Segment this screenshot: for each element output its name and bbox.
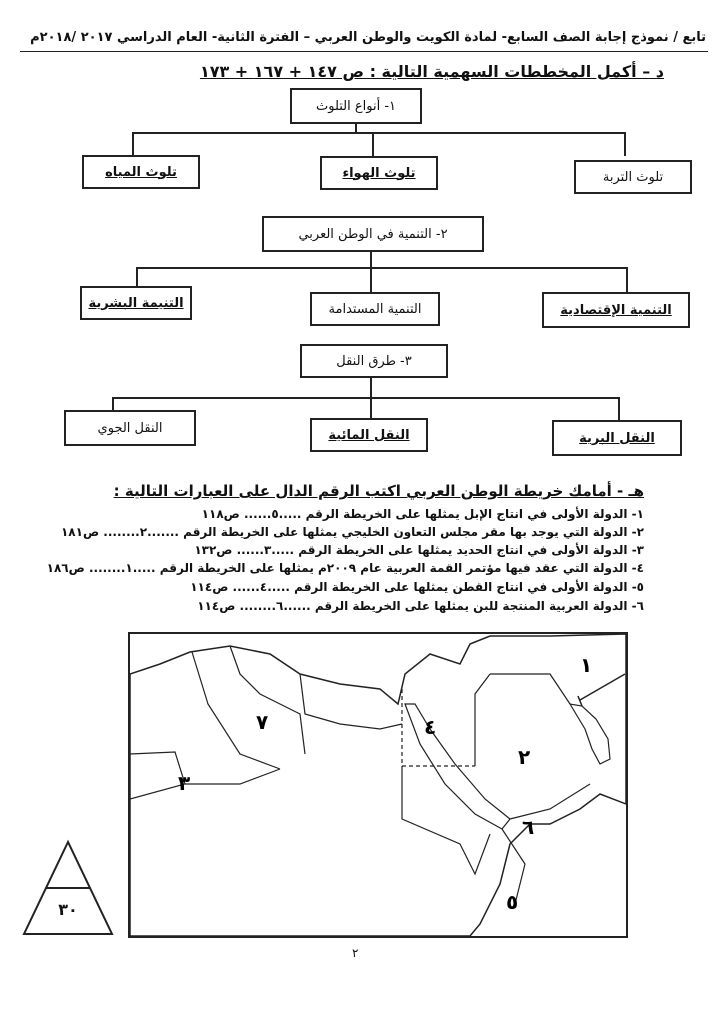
header-rule bbox=[20, 51, 708, 52]
map-statement: ٥- الدولة الأولى في انتاج القطن يمثلها على الخريطة الرقم .....٤...... ص١١٤ bbox=[190, 580, 644, 594]
diagram2-child-label: التنمية الإقتصادية bbox=[560, 302, 672, 318]
diagram1-child bbox=[320, 156, 438, 190]
diagram2-child bbox=[542, 292, 690, 328]
diagram2-child bbox=[310, 292, 440, 326]
diagram3-child bbox=[64, 410, 196, 446]
diagram2-child bbox=[80, 286, 192, 320]
diagram3-child-label: النقل الجوي bbox=[97, 420, 163, 436]
diagram3-stem bbox=[370, 378, 372, 398]
diagram3-drop bbox=[112, 397, 114, 411]
map-number-label: ٦ bbox=[522, 815, 535, 839]
diagram1-drop bbox=[624, 132, 626, 156]
diagram2-drop bbox=[136, 267, 138, 287]
diagram3-root-label: ٣- طرق النقل bbox=[336, 353, 412, 369]
diagram2-child-label: التنمية المستدامة bbox=[328, 301, 422, 317]
diagram2-drop bbox=[626, 267, 628, 293]
diagram3-drop bbox=[618, 397, 620, 421]
diagram3-child-label: النقل المائية bbox=[328, 427, 410, 443]
diagram1-child-label: تلوث المياه bbox=[105, 164, 177, 180]
diagram2-stem bbox=[370, 252, 372, 268]
diagram2-root-label: ٢- التنمية في الوطن العربي bbox=[298, 226, 448, 242]
diagram2-root bbox=[262, 216, 484, 252]
section-d-title: د – أكمل المخططات السهمية التالية : ص ١٤٧ + ١٦٧ + ١٧٣ bbox=[199, 62, 664, 81]
diagram1-root bbox=[290, 88, 422, 124]
diagram3-drop bbox=[370, 397, 372, 419]
score-triangle bbox=[20, 838, 116, 938]
map-number-label: ١ bbox=[580, 653, 593, 677]
diagram3-child bbox=[310, 418, 428, 452]
diagram1-drop bbox=[132, 132, 134, 156]
diagram1-root-label: ١- أنواع التلوث bbox=[315, 98, 396, 114]
arab-world-map bbox=[128, 632, 628, 938]
map-statement: ٤- الدولة التي عقد فيها مؤتمر القمة العربية عام ٢٠٠٩م يمثلها على الخريطة الرقم .....١........ ص١٨٦ bbox=[46, 561, 644, 575]
map-land bbox=[130, 634, 626, 936]
diagram1-child bbox=[82, 155, 200, 189]
map-number-label: ٧ bbox=[256, 710, 269, 734]
score-value: ٣٠ bbox=[58, 900, 78, 919]
map-number-label: ٥ bbox=[506, 890, 519, 914]
diagram3-child bbox=[552, 420, 682, 456]
map-statement: ٦- الدولة العربية المنتجة للبن يمثلها على الخريطة الرقم ......٦........ ص١١٤ bbox=[197, 599, 644, 613]
section-h-title: هـ - أمامك خريطة الوطن العربي اكتب الرقم الدال على العبارات التالية : bbox=[113, 482, 644, 500]
page-header: تابع / نموذج إجابة الصف السابع- لمادة الكويت والوطن العربي – الفترة الثانية- العام الدراسي ٢٠١٧ /٢٠١٨م bbox=[30, 30, 706, 45]
diagram1-drop bbox=[372, 132, 374, 156]
diagram2-bar bbox=[136, 267, 628, 269]
map-number-label: ٤ bbox=[424, 715, 437, 739]
page-number: ٢ bbox=[352, 946, 359, 960]
map-number-label: ٢ bbox=[518, 745, 531, 769]
diagram1-child bbox=[574, 160, 692, 194]
map-number-label: ٣ bbox=[178, 771, 191, 795]
diagram1-bar bbox=[132, 132, 626, 134]
diagram3-child-label: النقل البرية bbox=[579, 430, 655, 446]
diagram2-drop bbox=[370, 267, 372, 293]
diagram1-child-label: تلوث التربة bbox=[602, 169, 664, 185]
diagram1-child-label: تلوث الهواء bbox=[342, 165, 416, 181]
diagram2-child-label: التنيمة البشرية bbox=[88, 295, 184, 311]
diagram3-bar bbox=[112, 397, 620, 399]
diagram3-root bbox=[300, 344, 448, 378]
map-statement: ١- الدولة الأولى في انتاج الإبل يمثلها على الخريطة الرقم .....٥...... ص١١٨ bbox=[201, 507, 644, 521]
map-statement: ٢- الدولة التي يوجد بها مقر مجلس التعاون الخليجي يمثلها على الخريطة الرقم .......٢........ ص١٨١ bbox=[60, 525, 644, 539]
map-statement: ٣- الدولة الأولى في انتاج الحديد يمثلها على الخريطة الرقم .....٣...... ص١٣٢ bbox=[194, 543, 644, 557]
